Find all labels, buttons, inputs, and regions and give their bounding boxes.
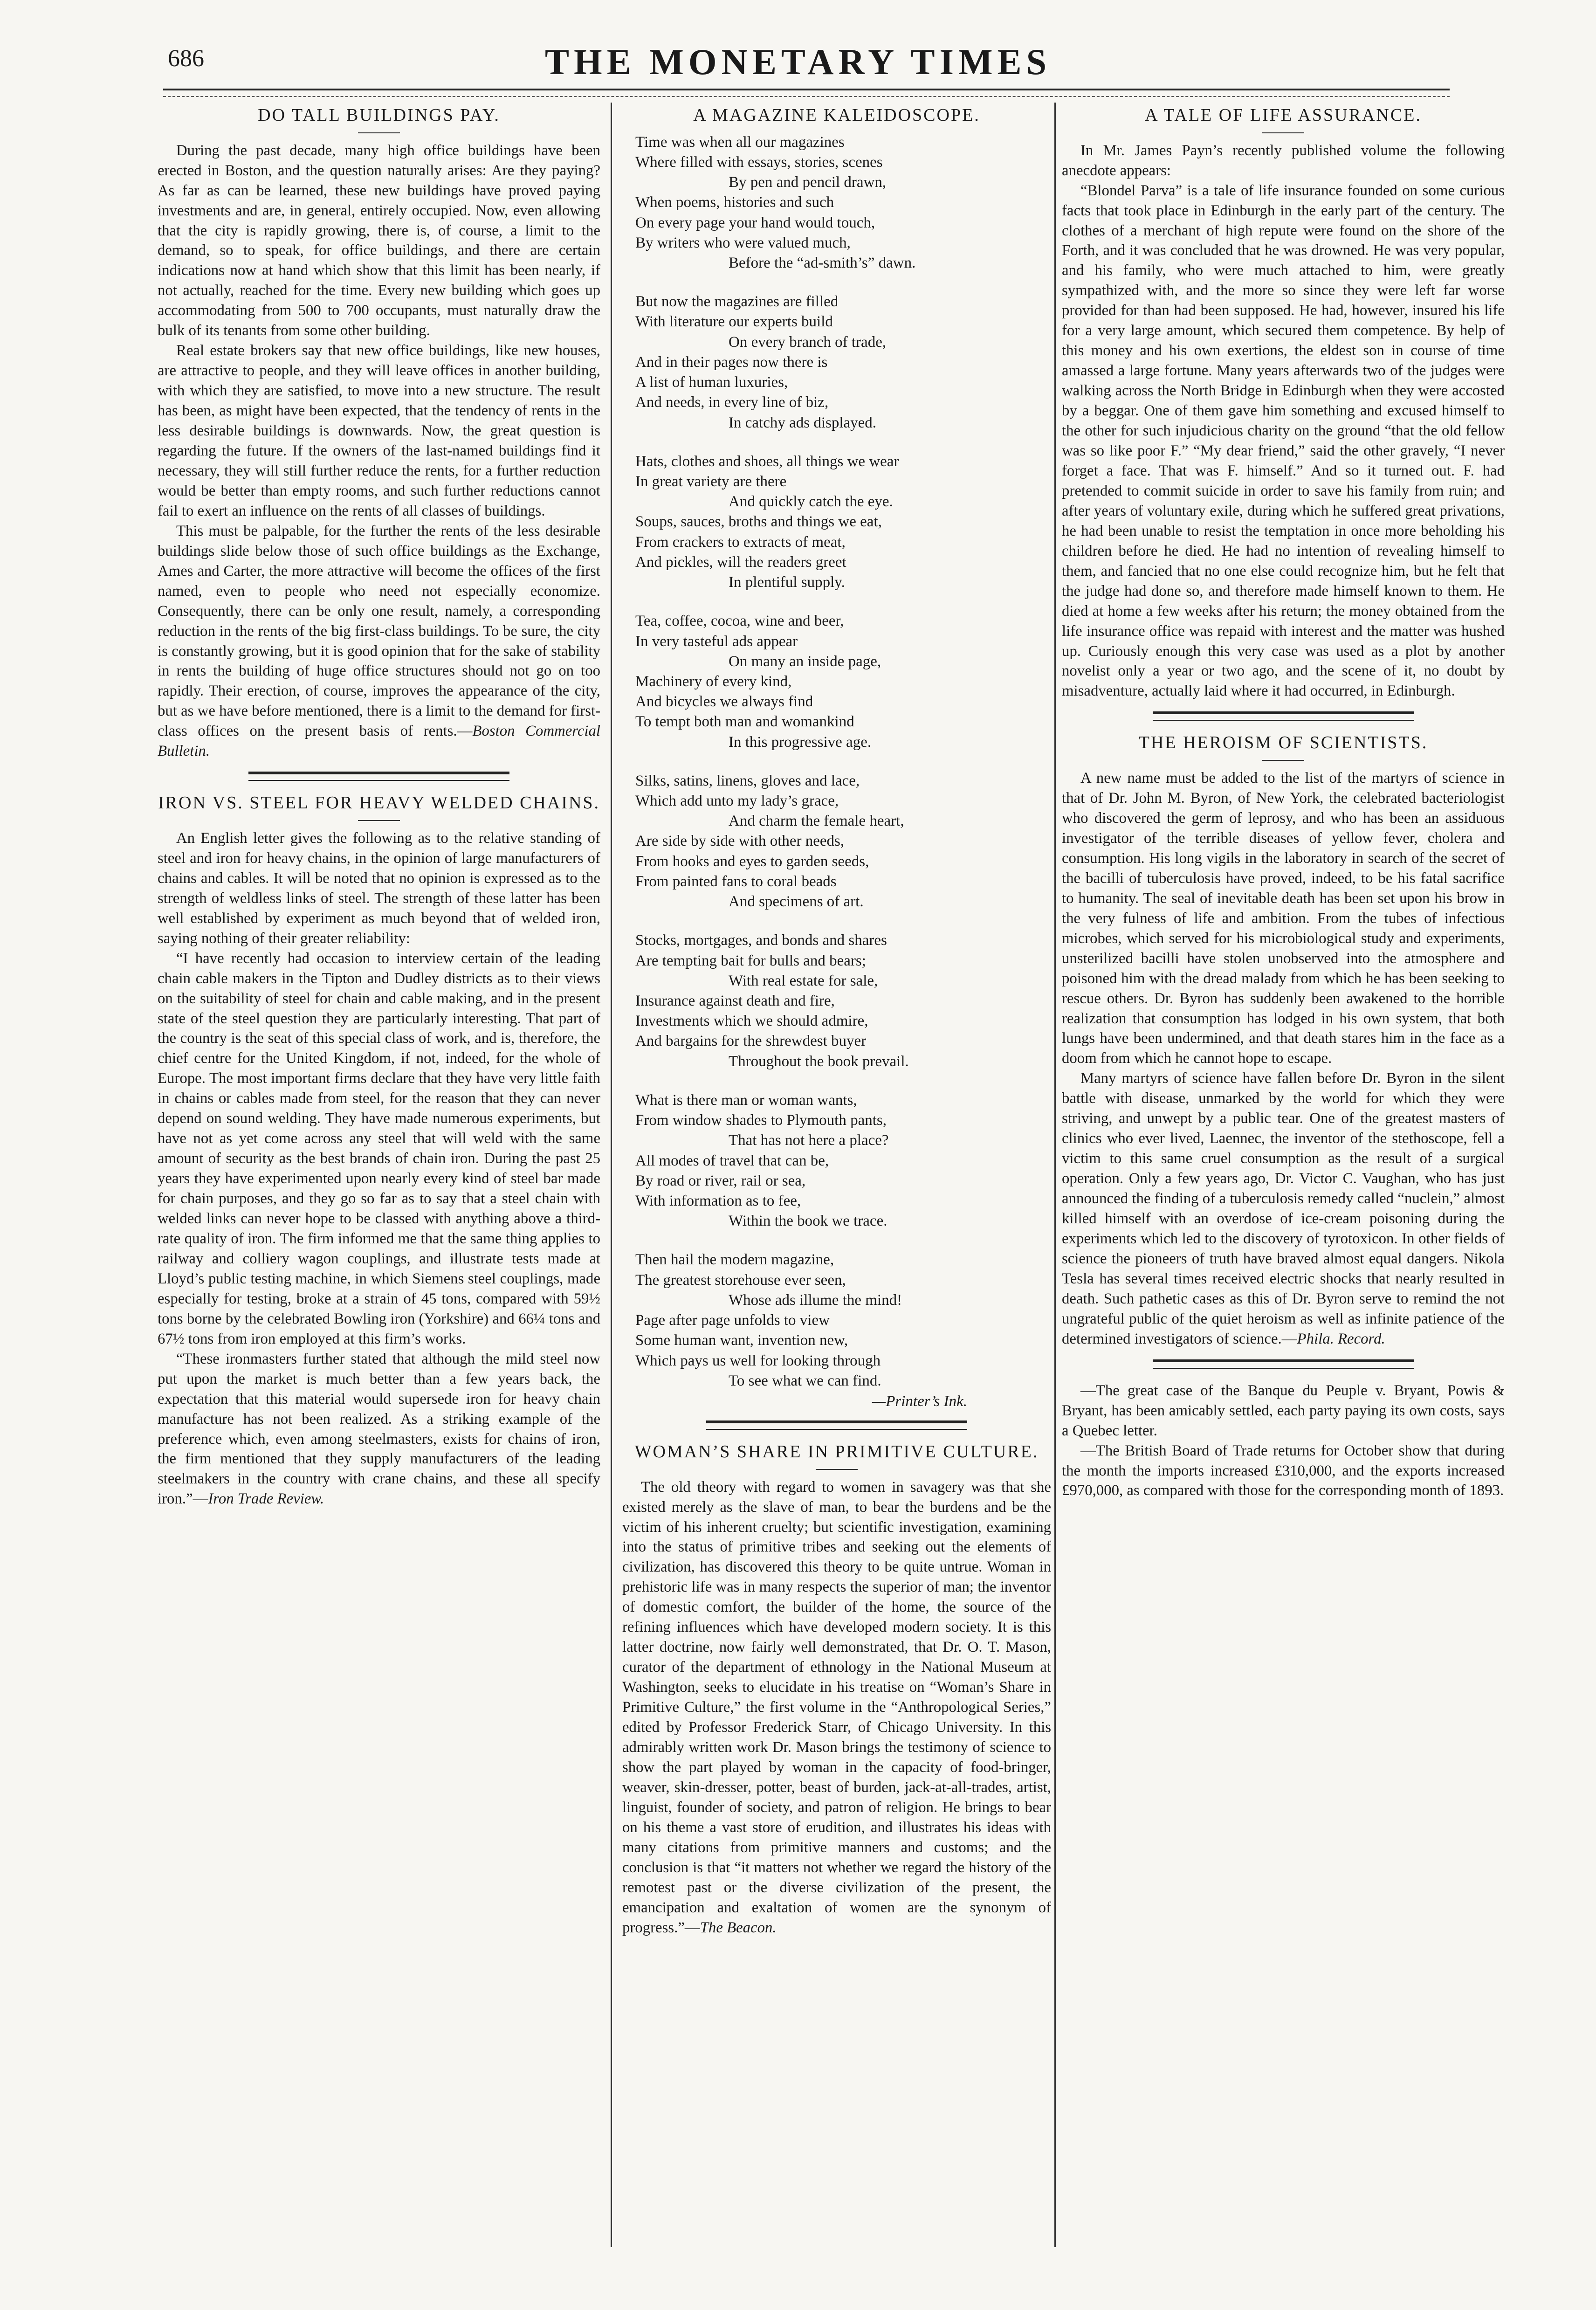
poem-line: Tea, coffee, cocoa, wine and beer, [635,613,844,630]
poem-line: When poems, histories and such [635,194,834,211]
poem-line: Are side by side with other needs, [635,833,845,850]
poem-stanza [622,132,1051,274]
poem-line: Within the book we trace. [729,1213,887,1230]
poem-line: Where filled with essays, stories, scenes [635,153,883,171]
poem-line: With literature our experts build [635,313,833,331]
poem-line: What is there man or woman wants, [635,1091,857,1109]
poem-line: The greatest storehouse ever seen, [635,1271,846,1289]
article-paragraph: “Blondel Parva” is a tale of life insurance founded on some curious facts that took place in Edinburgh in the early part of the century. The clothes of a merchant of high repute were found on the shore of the Forth, and it was concluded that he was drowned. He was very popular, and his family, who were much attached to him, were greatly sympathized with, and the more so since they were left far worse provided for than had been supposed. He had, however, insured his life for a very large amount, which secured them competence. By help of this money and his own exertions, the eldest son in course of time amassed a large fortune. Many years afterwards two of the judges were walking across the North Bridge in Edinburgh when they were accosted by a beggar. One of them gave him something and excused himself to the other for such injudicious charity on the ground “that the old fellow was so like poor F.” “My dear friend,” said the other gravely, “I never forget a face. That was F. himself.” And so it turned out. F. had pretended to commit suicide in order to save his family from ruin; and after years of voluntary exile, during which he suffered great privations, he had been unable to resist the temptation in once more beholding his children before he died. He had no intention of revealing himself to them, and fancied that no one else could recognize him, but he felt that the judge had done so, and therefore made himself known to them. He died at home a few weeks after his return; the money obtained from the life insurance office was repaid with interest and the matter was hushed up. Curiously enough this very case was used as a plot by another novelist only a year or two ago, and the scene of it, no doubt by misadventure, actually laid where it had occurred, in Edinburgh. [1062,182,1505,700]
poem-line: From painted fans to coral beads [635,873,837,890]
poem-stanza [622,292,1051,433]
poem-line: With information as to fee, [635,1192,801,1209]
poem-stanza [622,452,1051,593]
poem-line: By road or river, rail or sea, [635,1172,806,1189]
poem-line: On many an inside page, [729,653,881,670]
poem-line: But now the magazines are filled [635,293,839,310]
news-note: —The British Board of Trade returns for October show that during the month the imports increased £310,000, and the exports increased £970,000, as compared with those for the corresponding month of 1893. [1062,1442,1505,1499]
poem-line: And quickly catch the eye. [729,493,893,510]
poem-line: Throughout the book prevail. [729,1053,909,1070]
article-source: Phila. Record. [1297,1330,1385,1347]
header-rule [163,89,1450,90]
poem-line: And bicycles we always find [635,693,813,710]
poem-line: Silks, satins, linens, gloves and lace, [635,772,860,789]
poem-source: —Printer’s Ink. [872,1393,967,1410]
poem-line: Stocks, mortgages, and bonds and shares [635,932,887,949]
article-paragraph: During the past decade, many high office buildings have been erected in Boston, and the question naturally arises: Are they paying? As far as can be learned, these new buildings have proved paying investments and are, in general, entirely occupied. Now, even allowing that the city is rapidly growing, there is, of course, a limit to the demand, so to speak, for office buildings, and there are certain indications now at hand which show that this limit has been nearly, if not actually, reached for the time. Every new building which goes up accommodating from 500 to 700 occupants, must naturally draw the bulk of its tenants from some other building. [158,142,600,339]
poem-line: On every branch of trade, [729,333,887,351]
poem [622,132,1051,1391]
article-heading-magazine: A MAGAZINE KALEIDOSCOPE. [693,105,980,125]
article-end-rule [248,772,509,781]
poem-line: And pickles, will the readers greet [635,553,846,571]
column-right [1062,103,1505,2247]
poem-stanza [622,931,1051,1072]
article-source: Iron Trade Review. [208,1490,324,1508]
poem-line: With real estate for sale, [729,972,878,989]
poem-line: Page after page unfolds to view [635,1312,830,1329]
poem-line: By writers who were valued much, [635,234,851,251]
article-source: The Beacon. [700,1919,777,1936]
page-number: 686 [168,45,204,72]
poem-line: Machinery of every kind, [635,673,792,690]
article-paragraph: “These ironmasters further stated that although the mild steel now put upon the market is much better than a few years back, the expectation that this material would supersede iron for heavy chain manufacture has not been realized. As a striking example of the preference which, even among steelmasters, exists for chains of iron, the firm mentioned that they supply manufacturers of the leading steelmakers in the country with crane chains, and these all specify iron.”—Iron Trade Review. [158,1350,600,1508]
article-paragraph: In Mr. James Payn’s recently published volume the following anecdote appears: [1062,142,1505,179]
poem-line: A list of human luxuries, [635,374,788,391]
article-heading-tall-buildings: DO TALL BUILDINGS PAY. [258,105,500,125]
poem-line: Then hail the modern magazine, [635,1251,834,1269]
article-end-rule [706,1420,967,1430]
article-end-rule [1153,711,1414,721]
poem-line: To see what we can find. [729,1372,881,1389]
poem-line: And charm the female heart, [729,813,904,830]
poem-line: Insurance against death and fire, [635,993,835,1009]
article-heading-life-assurance: A TALE OF LIFE ASSURANCE. [1145,105,1422,125]
poem-stanza [622,611,1051,752]
column-middle [622,103,1051,2247]
poem-stanza [622,1250,1051,1391]
article-paragraph: Many martyrs of science have fallen before Dr. Byron in the silent battle with disease, unmarked by the world for which they were striving, and unwept by a public tear. One of the greatest masters of clinics who ever lived, Laennec, the inventor of the stethoscope, fell a victim to this same cruel consumption as the result of a surgical operation. Only a few years ago, Dr. Victor C. Vaughan, who has just announced the finding of a tuberculosis remedy called “nuclein,” almost killed himself with an overdose of ice-cream poisoning during the experiments which led to the discovery of tyrotoxicon. In other fields of science the pioneers of truth have braved almost equal dangers. Nikola Tesla has several times received electric shocks that nearly resulted in death. Such pathetic cases as this of Dr. Byron serve to remind the not ungrateful public of the quiet heroism as well as infinite patience of the determined investigators of science.—Phila. Record. [1062,1070,1505,1347]
masthead-title: THE MONETARY TIMES [545,41,1051,82]
column-divider-left [611,103,612,2247]
poem-line: Which add unto my lady’s grace, [635,793,839,810]
poem-line: From hooks and eyes to garden seeds, [635,853,869,870]
news-note: —The great case of the Banque du Peuple v. Bryant, Powis & Bryant, has been amicably settled, each party paying its own costs, says a Quebec letter. [1062,1382,1505,1439]
poem-stanza [622,1090,1051,1232]
poem-line: From crackers to extracts of meat, [635,533,846,551]
poem-line: And bargains for the shrewdest buyer [635,1033,867,1050]
poem-line: Some human want, invention new, [635,1332,848,1349]
article-heading-heroism: THE HEROISM OF SCIENTISTS. [1138,733,1428,753]
poem-line: In great variety are there [635,473,787,490]
poem-line: Hats, clothes and shoes, all things we wear [635,453,899,470]
poem-line: Time was when all our magazines [635,133,845,151]
poem-line: Before the “ad-smith’s” dawn. [729,255,916,271]
poem-line: And specimens of art. [729,893,864,910]
article-paragraph: The old theory with regard to women in savagery was that she existed merely as the slave of man, to bear the burdens and be the victim of his inherent cruelty; but scientific investigation, examining into the status of primitive tribes and seeking out the elements of civilization, has discovered this theory to be quite untrue. Woman in prehistoric life was in many respects the superior of man; the inventor of domestic comfort, the builder of the home, the source of the refining influences which have developed modern society. It is this latter doctrine, now fairly well demonstrated, that Dr. O. T. Mason, curator of the department of ethnology in the National Museum at Washington, seeks to elucidate in his treatise on “Woman’s Share in Primitive Culture,” the first volume in the “Anthropological Series,” edited by Professor Frederick Starr, of Chicago University. In this admirably written work Dr. Mason brings the testimony of science to show the part played by woman in the capacity of food-bringer, weaver, skin-dresser, potter, beast of burden, jack-at-all-trades, artist, linguist, founder of society, and patron of religion. He brings to bear on his theme a vast store of erudition, and illustrates his ideas with many citations from primitive manners and customs; and the conclusion is that “it matters not whether we regard the history of the remotest past or the diverse civilization of the present, the emancipation and exaltation of women are the synonym of progress.”—The Beacon. [622,1478,1051,1936]
poem-line: From window shades to Plymouth pants, [635,1112,887,1129]
poem-line: Investments which we should admire, [635,1013,868,1030]
article-paragraph: A new name must be added to the list of the martyrs of science in that of Dr. John M. Byron, of New York, the celebrated bacteriologist who discovered the germ of leprosy, and who has been an assiduous investigator of the terrible diseases of yellow fever, cholera and consumption. His long vigils in the laboratory in search of the secret of the bacilli of tuberculosis have proved, indeed, to be his fatal sacrifice to humanity. The seal of inevitable death has been set upon his brow in the very fulness of life and ambition. From the tubes of infectious microbes, which served for his microbiological study and experiments, unsterilized bacilli have stolen unobserved into the atmosphere and poisoned him with the dread malady from which he has been seeking to rescue others. Dr. Byron has suddenly been awakened to the horrible realization that consumption has lodged in his own system, that both lungs have been undermined, and that death stares him in the face as a doom from which he cannot hope to escape. [1062,770,1505,1067]
heading-separator [816,1469,858,1470]
poem-line: On every page your hand would touch, [635,214,875,231]
poem-line: Soups, sauces, broths and things we eat, [635,513,882,531]
heading-separator [1262,760,1304,761]
poem-line: In plentiful supply. [729,574,845,591]
poem-line: All modes of travel that can be, [635,1152,829,1169]
article-paragraph: Real estate brokers say that new office buildings, like new houses, are attractive to people, and they will leave offices in another building, with which they are satisfied, to move into a new structure. The result has been, as might have been expected, that the tendency of rents in the less desirable buildings is downwards. Now, the great question is regarding the future. If the owners of the last-named buildings find it necessary, they will still further reduce the rents, for a further reduction would be better than empty rooms, and such further reductions cannot fail to exert an influence on the rents of all classes of buildings. [158,342,600,519]
heading-separator [358,132,400,133]
article-end-rule [1153,1359,1414,1369]
poem-stanza [622,771,1051,912]
column-left [158,103,600,2247]
poem-line: That has not here a place? [729,1132,889,1149]
article-paragraph: An English letter gives the following as to the relative standing of steel and iron for heavy chains, in the opinion of large manufacturers of chains and cables. It will be noted that no opinion is expressed as to the strength of weldless links of steel. The strength of these latter has been well established by experiment as much beyond that of welded iron, saying nothing of their greater reliability: [158,829,600,947]
poem-line: Whose ads illume the mind! [729,1291,902,1309]
column-divider-right [1054,103,1056,2247]
poem-line: And needs, in every line of biz, [635,394,829,411]
header-rule-dashed [163,96,1450,97]
poem-line: By pen and pencil drawn, [729,174,887,191]
poem-line: In very tasteful ads appear [635,633,798,650]
heading-separator [358,820,400,821]
article-paragraph: “I have recently had occasion to interview certain of the leading chain cable makers in the Tipton and Dudley districts as to their views on the suitability of steel for chain and cable making, and in the present state of the steel question they are particularly interesting. That part of the country is the seat of this special class of work, and is, therefore, the chief centre for the United Kingdom, if not, indeed, for the whole of Europe. The most important firms declare that they have very little faith in chains or cables made from steel, for the reason that they can never depend on sound welding. They have made numerous experiments, but have not as yet come across any steel that will weld with the same amount of security as the best brands of chain iron. During the past 25 years they have experimented upon nearly every kind of steel bar made for chain purposes, and they go so far as to say that a steel chain with welded links can never hope to be classed with anything above a third-rate quality of iron. The firm informed me that the same thing applies to railway and colliery wagon couplings, and illustrate tests made at Lloyd’s public testing machine, in which Siemens steel couplings, made especially for testing, broke at a strain of 45 tons, compared with 59½ tons borne by the celebrated Bowling iron (Yorkshire) and 66¼ tons and 67½ tons from iron employed at this firm’s works. [158,950,600,1347]
article-heading-woman-share: WOMAN’S SHARE IN PRIMITIVE CULTURE. [634,1441,1039,1462]
poem-line: In this progressive age. [729,733,872,751]
poem-line: To tempt both man and womankind [635,713,854,731]
article-source: Boston Commercial Bulletin. [158,723,600,760]
poem-line: Which pays us well for looking through [635,1352,881,1369]
poem-line: And in their pages now there is [635,353,828,371]
article-heading-iron-steel: IRON VS. STEEL FOR HEAVY WELDED CHAINS. [158,793,600,813]
poem-line: Are tempting bait for bulls and bears; [635,952,866,969]
poem-line: In catchy ads displayed. [729,414,877,431]
article-paragraph: This must be palpable, for the further the rents of the less desirable buildings slide below those of such office buildings as the Exchange, Ames and Carter, the more attractive will become the offices of the first named, even to people who need not especially economize. Consequently, there can be only one result, namely, a corresponding reduction in the rents of the big first-class buildings. To be sure, the city is constantly growing, but it is good opinion that for the sake of stability in rents the building of huge office structures should not go on too rapidly. Their erection, of course, improves the appearance of the city, but as we have before mentioned, there is a limit to the demand for first-class offices on the present basis of rents.—Boston Commercial Bulletin. [158,522,600,760]
heading-separator [1262,132,1304,133]
